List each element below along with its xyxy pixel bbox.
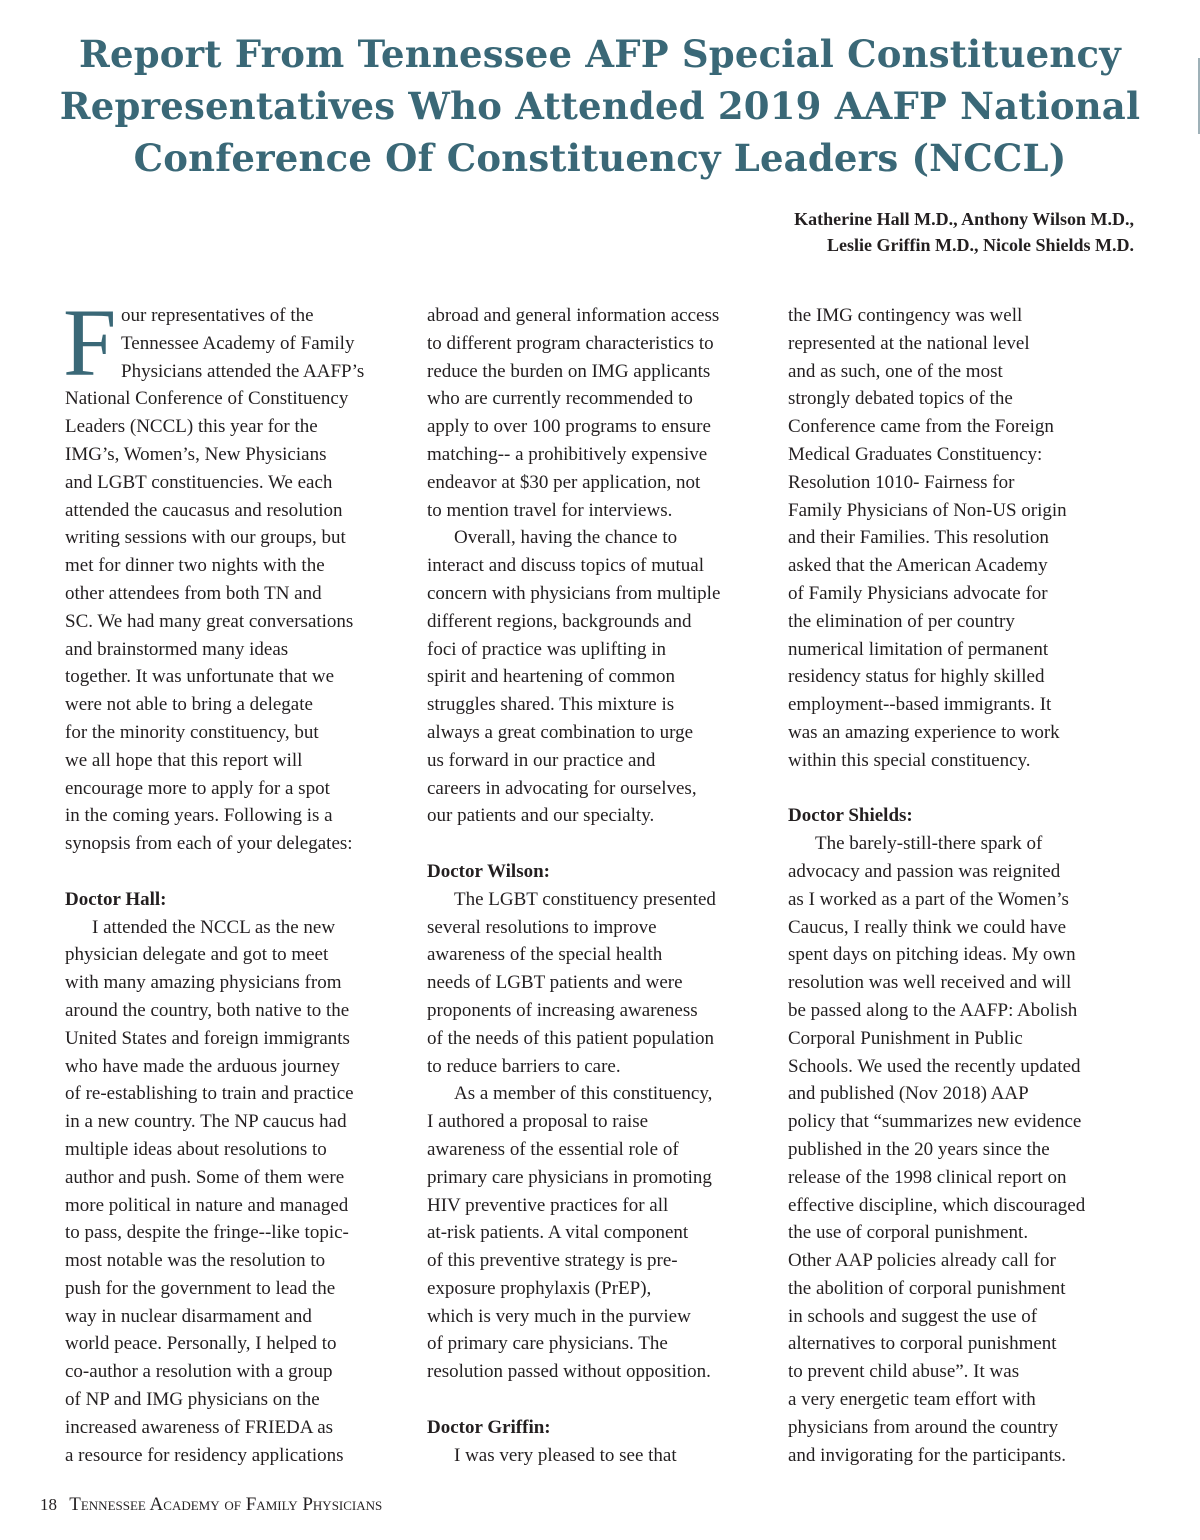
author-line: Leslie Griffin M.D., Nicole Shields M.D.	[827, 235, 1134, 255]
text-line: Tennessee Academy of Family	[121, 332, 355, 354]
text-line: to mention travel for interviews.	[427, 499, 673, 521]
section-heading-shields: Doctor Shields:	[788, 805, 913, 827]
text-line: policy that “summarizes new evidence	[788, 1111, 1082, 1133]
text-line: resolution was well received and will	[788, 972, 1072, 994]
text-line: matching-- a prohibitively expensive	[427, 443, 708, 465]
text-line: and brainstormed many ideas	[65, 638, 289, 660]
text-line: the use of corporal punishment.	[788, 1222, 1029, 1244]
text-line: most notable was the resolution to	[65, 1250, 326, 1272]
text-line: Other AAP policies already call for	[788, 1250, 1056, 1272]
text-line: who have made the arduous journey	[65, 1055, 340, 1077]
text-line: the IMG contingency was well	[788, 305, 1023, 326]
text-line: primary care physicians in promoting	[427, 1166, 712, 1188]
text-line: of this preventive strategy is pre-	[427, 1250, 678, 1272]
text-line: more political in nature and managed	[65, 1194, 349, 1216]
text-line: careers in advocating for ourselves,	[427, 777, 697, 799]
text-line: Medical Graduates Constituency:	[788, 443, 1043, 465]
text-line: around the country, both native to the	[65, 999, 350, 1021]
text-line: endeavor at $30 per application, not	[427, 471, 701, 493]
text-line: Corporal Punishment in Public	[788, 1027, 1023, 1049]
text-line: different regions, backgrounds and	[427, 610, 692, 632]
text-line: with many amazing physicians from	[65, 972, 342, 994]
text-line: Schools. We used the recently updated	[788, 1055, 1081, 1077]
publication-name: Tennessee Academy of Family Physicians	[69, 1494, 383, 1515]
title-line: Report From Tennessee AFP Special Constituency	[79, 32, 1121, 76]
text-line: foci of practice was uplifting in	[427, 638, 667, 660]
text-line: writing sessions with our groups, but	[65, 527, 346, 549]
section-heading-griffin: Doctor Griffin:	[427, 1416, 551, 1438]
column-1	[63, 289, 410, 1469]
text-line: within this special constituency.	[788, 749, 1031, 771]
paragraph-gap	[427, 1386, 772, 1414]
text-line: effective discipline, which discouraged	[788, 1194, 1086, 1216]
title-line: Conference Of Constituency Leaders (NCCL)	[133, 136, 1067, 180]
text-line: represented at the national level	[788, 332, 1030, 354]
text-line: several resolutions to improve	[427, 916, 657, 938]
text-line: concern with physicians from multiple	[427, 582, 721, 604]
text-line: of Family Physicians advocate for	[788, 582, 1048, 604]
text-line: to prevent child abuse”. It was	[788, 1361, 1020, 1383]
column-2	[427, 302, 772, 1469]
text-line: at-risk patients. A vital component	[427, 1222, 689, 1244]
text-line: strongly debated topics of the	[788, 388, 1013, 410]
text-line: numerical limitation of permanent	[788, 638, 1049, 660]
paragraph-gap	[427, 830, 772, 858]
text-line: The LGBT constituency presented	[454, 888, 716, 910]
text-line: as I worked as a part of the Women’s	[788, 888, 1069, 910]
text-line: encourage more to apply for a spot	[65, 777, 330, 799]
text-line: we all hope that this report will	[65, 749, 303, 771]
text-line: and invigorating for the participants.	[788, 1444, 1067, 1466]
text-line: I attended the NCCL as the new	[92, 916, 336, 938]
text-line: SC. We had many great conversations	[65, 610, 354, 632]
text-line: I was very pleased to see that	[454, 1444, 677, 1466]
text-line: spent days on pitching ideas. My own	[788, 944, 1076, 966]
section-heading-wilson: Doctor Wilson:	[427, 860, 550, 882]
text-line: our patients and our specialty.	[427, 805, 655, 827]
text-line: a very energetic team effort with	[788, 1389, 1036, 1411]
text-line: Resolution 1010- Fairness for	[788, 471, 1015, 493]
text-line: way in nuclear disarmament and	[65, 1305, 312, 1327]
text-line: met for dinner two nights with the	[65, 555, 325, 577]
text-line: Leaders (NCCL) this year for the	[65, 416, 318, 438]
text-line: reduce the burden on IMG applicants	[427, 360, 711, 382]
text-line: to pass, despite the fringe--like topic-	[65, 1222, 349, 1244]
text-line: needs of LGBT patients and were	[427, 972, 683, 994]
text-line: As a member of this constituency,	[454, 1083, 713, 1105]
text-line: awareness of the special health	[427, 944, 663, 966]
text-line: advocacy and passion was reignited	[788, 860, 1061, 882]
text-line: of NP and IMG physicians on the	[65, 1389, 320, 1411]
text-line: multiple ideas about resolutions to	[65, 1138, 327, 1160]
text-line: of primary care physicians. The	[427, 1333, 668, 1355]
paragraph-gap	[65, 858, 410, 886]
text-line: increased awareness of FRIEDA as	[65, 1416, 334, 1438]
text-line: release of the 1998 clinical report on	[788, 1166, 1067, 1188]
drop-cap: F	[63, 289, 117, 396]
text-line: push for the government to lead the	[65, 1277, 336, 1299]
text-line: co-author a resolution with a group	[65, 1361, 333, 1383]
text-line: attended the caucasus and resolution	[65, 499, 343, 521]
text-line: together. It was unfortunate that we	[65, 666, 335, 688]
text-line: in the coming years. Following is a	[65, 805, 333, 827]
text-line: apply to over 100 programs to ensure	[427, 416, 711, 438]
text-line: of re-establishing to train and practice	[65, 1083, 354, 1105]
text-line: The barely-still-there spark of	[815, 833, 1043, 855]
text-line: Family Physicians of Non-US origin	[788, 499, 1067, 521]
text-line: employment--based immigrants. It	[788, 694, 1052, 716]
text-line: National Conference of Constituency	[65, 388, 349, 410]
text-line: residency status for highly skilled	[788, 666, 1045, 688]
text-line: a resource for residency applications	[65, 1444, 344, 1466]
text-line: the elimination of per country	[788, 610, 1015, 632]
section-heading-hall: Doctor Hall:	[65, 888, 167, 910]
text-line: which is very much in the purview	[427, 1305, 691, 1327]
paragraph-gap	[788, 775, 1133, 803]
text-line: struggles shared. This mixture is	[427, 694, 675, 716]
text-line: and LGBT constituencies. We each	[65, 471, 333, 493]
text-line: for the minority constituency, but	[65, 721, 319, 743]
text-line: asked that the American Academy	[788, 555, 1048, 577]
text-line: always a great combination to urge	[427, 721, 694, 743]
text-line: abroad and general information access	[427, 305, 720, 326]
text-line: to different program characteristics to	[427, 332, 714, 354]
text-line: Overall, having the chance to	[454, 527, 678, 549]
text-line: and their Families. This resolution	[788, 527, 1049, 549]
text-line: world peace. Personally, I helped to	[65, 1333, 337, 1355]
text-line: HIV preventive practices for all	[427, 1194, 669, 1216]
column-3	[788, 302, 1133, 1469]
text-line: Caucus, I really think we could have	[788, 916, 1067, 938]
text-line: in a new country. The NP caucus had	[65, 1111, 347, 1133]
text-line: I authored a proposal to raise	[427, 1111, 649, 1133]
intro-paragraph	[63, 289, 410, 858]
article-title	[40, 28, 1160, 184]
text-line: alternatives to corporal punishment	[788, 1333, 1057, 1355]
text-line: proponents of increasing awareness	[427, 999, 698, 1021]
text-line: IMG’s, Women’s, New Physicians	[65, 443, 327, 465]
text-line: be passed along to the AAFP: Abolish	[788, 999, 1078, 1021]
title-line: Representatives Who Attended 2019 AAFP National	[59, 84, 1141, 128]
text-line: were not able to bring a delegate	[65, 694, 313, 716]
text-line: awareness of the essential role of	[427, 1138, 679, 1160]
text-line: physician delegate and got to meet	[65, 944, 329, 966]
text-line: United States and foreign immigrants	[65, 1027, 350, 1049]
text-line: physicians from around the country	[788, 1416, 1059, 1438]
text-line: Physicians attended the AAFP’s	[121, 360, 365, 382]
text-line: who are currently recommended to	[427, 388, 693, 410]
text-line: and published (Nov 2018) AAP	[788, 1083, 1029, 1105]
text-line: published in the 20 years since the	[788, 1138, 1050, 1160]
text-line: resolution passed without opposition.	[427, 1361, 711, 1383]
text-line: spirit and heartening of common	[427, 666, 675, 688]
text-line: us forward in our practice and	[427, 749, 656, 771]
text-line: to reduce barriers to care.	[427, 1055, 621, 1077]
text-line: Conference came from the Foreign	[788, 416, 1054, 438]
text-line: of the needs of this patient population	[427, 1027, 715, 1049]
text-line: author and push. Some of them were	[65, 1166, 345, 1188]
text-line: other attendees from both TN and	[65, 582, 322, 604]
author-line: Katherine Hall M.D., Anthony Wilson M.D.,	[794, 209, 1134, 229]
text-line: exposure prophylaxis (PrEP),	[427, 1277, 652, 1299]
page-number: 18	[40, 1495, 57, 1514]
text-line: our representatives of the	[121, 305, 314, 326]
text-line: interact and discuss topics of mutual	[427, 555, 705, 577]
text-line: was an amazing experience to work	[788, 721, 1060, 743]
text-line: the abolition of corporal punishment	[788, 1277, 1066, 1299]
text-line: in schools and suggest the use of	[788, 1305, 1038, 1327]
text-line: synopsis from each of your delegates:	[65, 833, 353, 855]
page-footer	[40, 1494, 382, 1516]
text-line: and as such, one of the most	[788, 360, 1003, 382]
author-byline	[794, 206, 1134, 258]
